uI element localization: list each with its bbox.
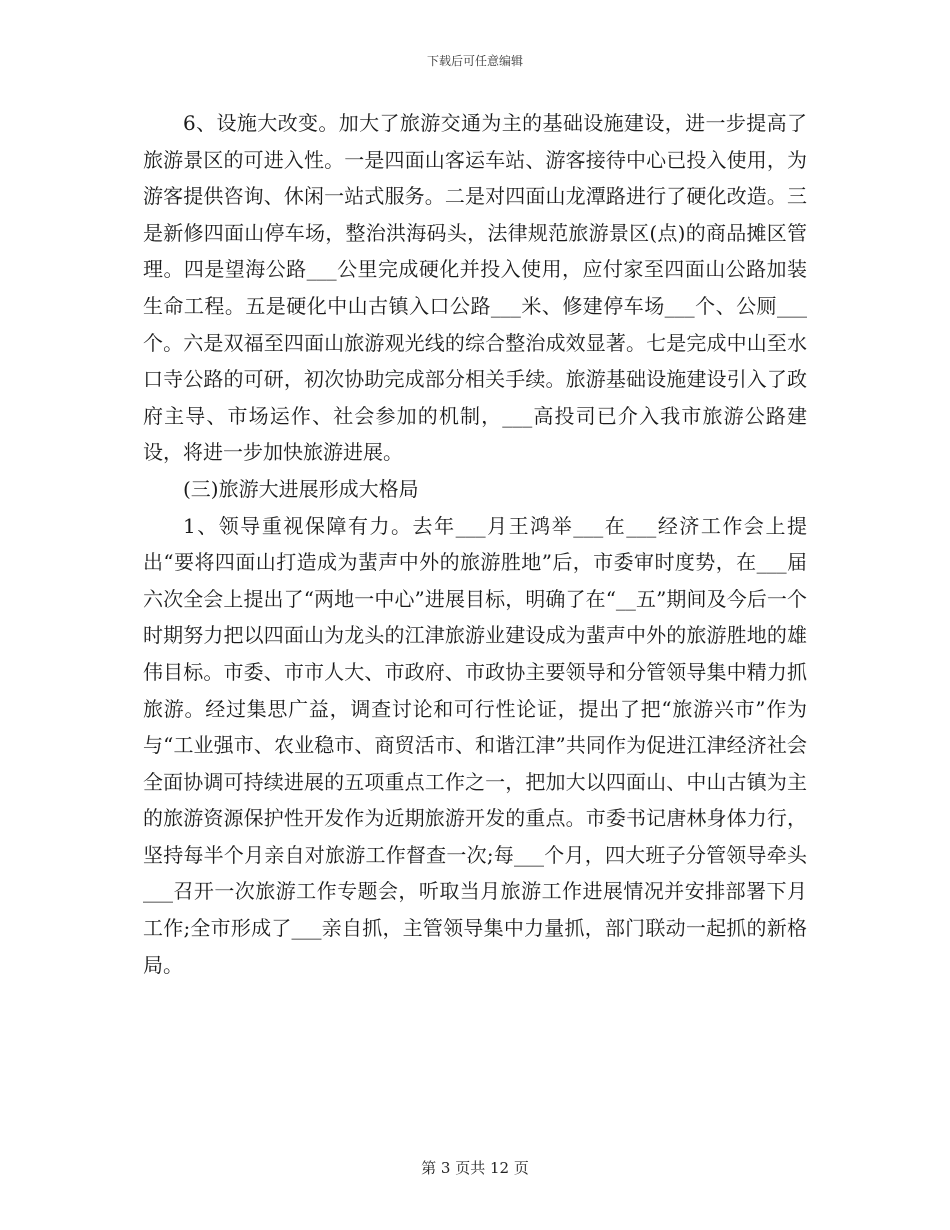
page-header-note: 下载后可任意编辑 (426, 54, 523, 68)
document-body (143, 105, 807, 983)
section-heading: (三)旅游大进展形成大格局 (183, 476, 419, 501)
paragraph-leadership: 1、领导重视保障有力。去年___月王鸿举___在___经济工作会上提出“要将四面山打造成为蜚声中外的旅游胜地”后，市委审时度势，在___届六次全会上提出了“两地一中心”进展目标，明确了在“__五”期间及今后一个时期努力把以四面山为龙头的江津旅游业建设成为蜚声中外的旅游胜地的雄伟目标。市委、市市人大、市政府、市政协主要领导和分管领导集中精力抓旅游。经过集思广益，调查讨论和可行性论证，提出了把“旅游兴市”作为与“工业强市、农业稳市、商贸活市、和谐江津”共同作为促进江津经济社会全面协调可持续进展的五项重点工作之一，把加大以四面山、中山古镇为主的旅游资源保护性开发作为近期旅游开发的重点。市委书记唐林身体力行，坚持每半个月亲自对旅游工作督查一次;每___个月，四大班子分管领导牵头___召开一次旅游工作专题会，听取当月旅游工作进展情况并安排部署下月工作;全市形成了___亲自抓，主管领导集中力量抓，部门联动一起抓的新格局。 (143, 513, 807, 977)
page-number: 第 3 页共 12 页 (421, 1159, 529, 1177)
paragraph-facilities: 6、设施大改变。加大了旅游交通为主的基础设施建设，进一步提高了旅游景区的可进入性。一是四面山客运车站、游客接待中心已投入使用，为游客提供咨询、休闲一站式服务。二是对四面山龙潭路进行了硬化改造。三是新修四面山停车场，整治洪海码头，法律规范旅游景区(点)的商品摊区管理。四是望海公路___公里完成硬化并投入使用，应付家至四面山公路加装生命工程。五是硬化中山古镇入口公路___米、修建停车场___个、公厕___个。六是双福至四面山旅游观光线的综合整治成效显著。七是完成中山至水口寺公路的可研，初次协助完成部分相关手续。旅游基础设施建设引入了政府主导、市场运作、社会参加的机制，___高投司已介入我市旅游公路建设，将进一步加快旅游进展。 (143, 111, 807, 465)
